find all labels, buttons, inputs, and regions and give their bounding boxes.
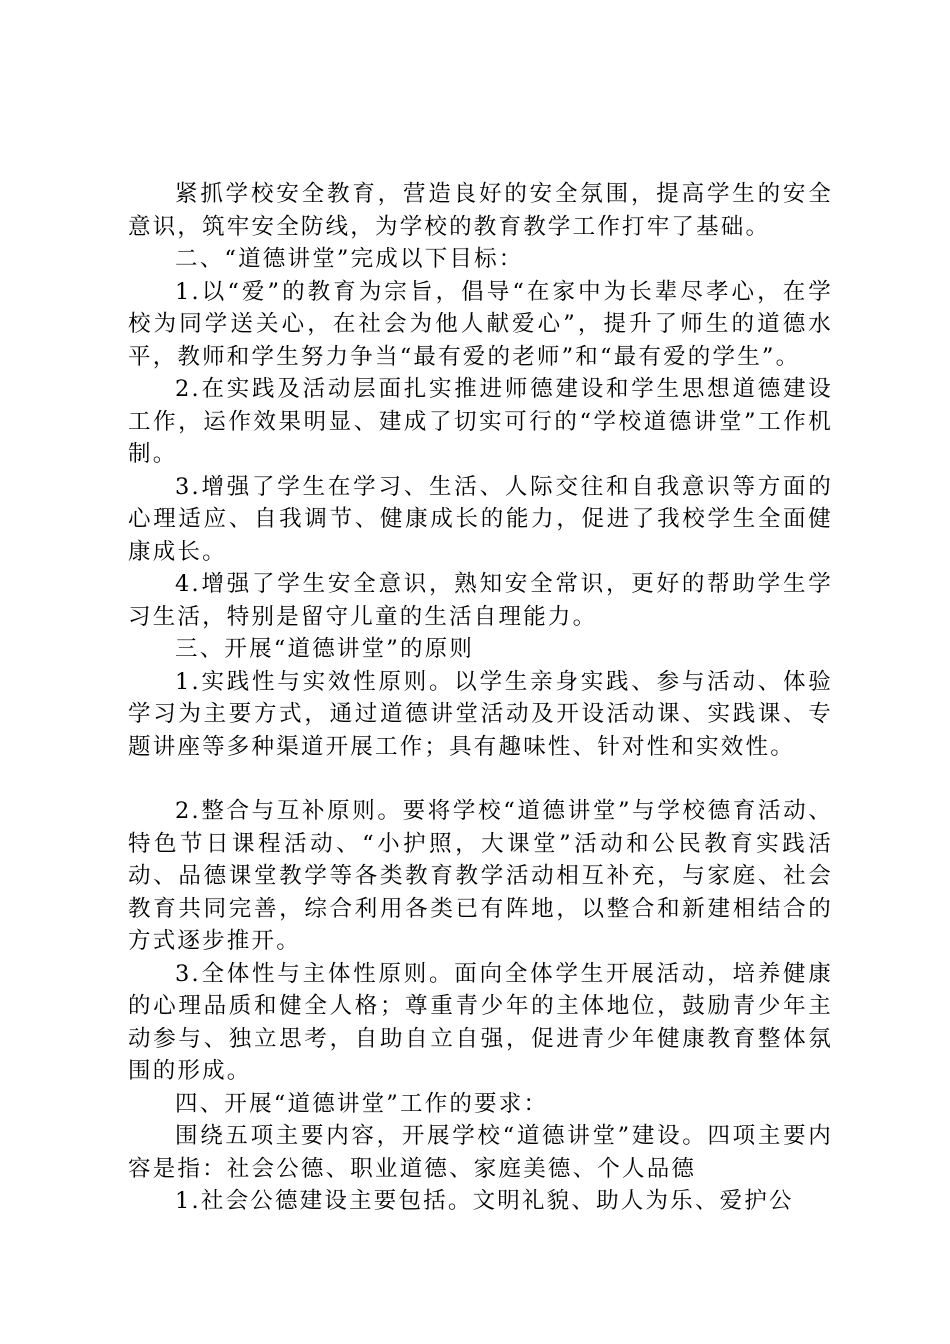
- paragraph-principle-1: 1.实践性与实效性原则。以学生亲身实践、参与活动、体验学习为主要方式，通过道德讲堂活动及开设活动课、实践课、专题讲座等多种渠道开展工作；具有趣味性、针对性和实效性。: [128, 668, 833, 760]
- paragraph-goal-3: 3.增强了学生在学习、生活、人际交往和自我意识等方面的心理适应、自我调节、健康成长的能力，促进了我校学生全面健康成长。: [128, 473, 833, 565]
- paragraph-gap: [128, 763, 833, 795]
- heading-goals: 二、“道德讲堂”完成以下目标：: [175, 246, 524, 272]
- paragraph-principle-3: 3.全体性与主体性原则。面向全体学生开展活动，培养健康的心理品质和健全人格；尊重青少年的主体地位，鼓励青少年主动参与、独立思考，自助自立自强，促进青少年健康教育整体氛围的形成。: [128, 960, 833, 1084]
- paragraph-requirements-intro: 围绕五项主要内容，开展学校“道德讲堂”建设。四项主要内容是指：社会公德、职业道德、家庭美德、个人品德: [128, 1123, 833, 1182]
- paragraph-requirement-1: 1.社会公德建设主要包括。文明礼貌、助人为乐、爱护公: [175, 1188, 794, 1214]
- heading-requirements: 四、开展“道德讲堂”工作的要求：: [175, 1090, 549, 1117]
- document-body: [128, 178, 833, 1218]
- heading-principles: 三、开展“道德讲堂”的原则: [175, 636, 475, 662]
- paragraph-goal-2: 2.在实践及活动层面扎实推进师德建设和学生思想道德建设工作，运作效果明显、建成了切实可行的“学校道德讲堂”工作机制。: [128, 376, 833, 467]
- paragraph-goal-1: 1.以“爱”的教育为宗旨，倡导“在家中为长辈尽孝心，在学校为同学送关心，在社会为他人献爱心”，提升了师生的道德水平，教师和学生努力争当“最有爱的老师”和“最有爱的学生”。: [128, 278, 833, 370]
- paragraph-goal-4: 4.增强了学生安全意识，熟知安全常识，更好的帮助学生学习生活，特别是留守儿童的生活自理能力。: [128, 571, 833, 630]
- paragraph-safety-education: 紧抓学校安全教育，营造良好的安全氛围，提高学生的安全意识，筑牢安全防线，为学校的教育教学工作打牢了基础。: [128, 181, 833, 240]
- paragraph-principle-2: 2.整合与互补原则。要将学校“道德讲堂”与学校德育活动、特色节日课程活动、“小护照，大课堂”活动和公民教育实践活动、品德课堂教学等各类教育教学活动相互补充，与家庭、社会教育共同完善，综合利用各类已有阵地，以整合和新建相结合的方式逐步推开。: [128, 798, 833, 954]
